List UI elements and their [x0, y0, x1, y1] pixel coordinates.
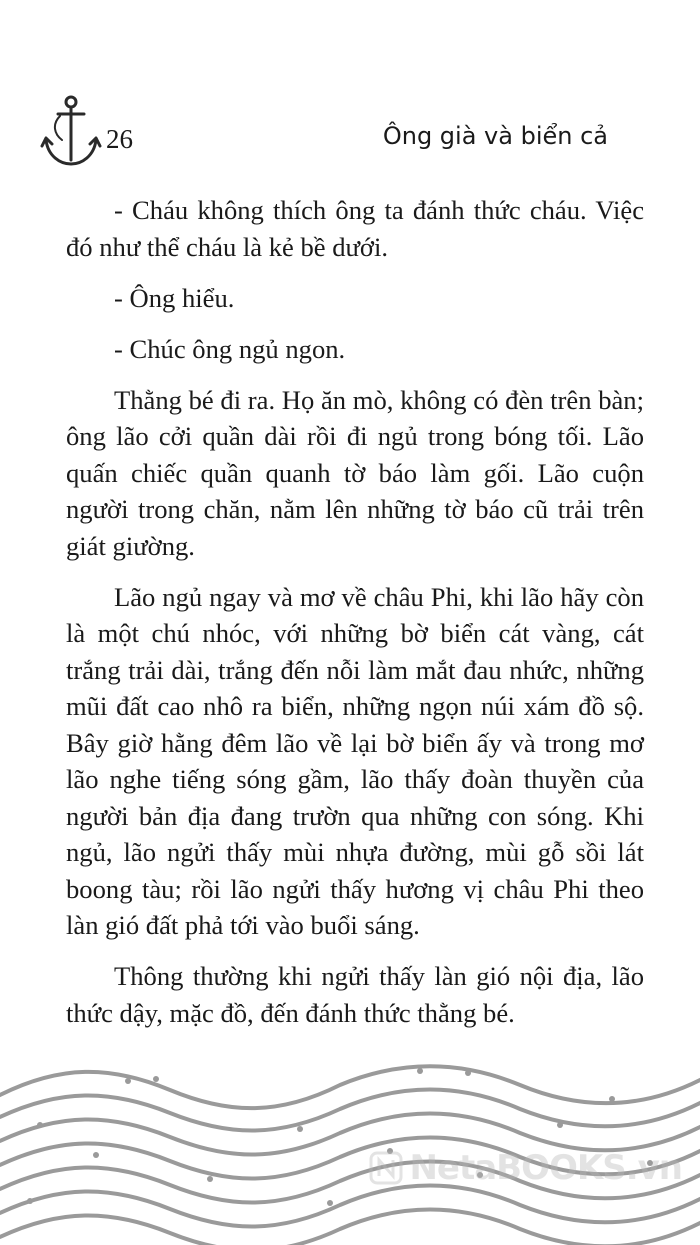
anchor-icon: [40, 94, 102, 170]
page-number: 26: [106, 124, 133, 154]
paragraph: Lão ngủ ngay và mơ về châu Phi, khi lão hãy còn là một chú nhóc, với những bờ biển cát vàng, cát trắng trải dài, trắng đến nỗi làm mắt đau nhức, những mũi đất cao nhô ra biển, những ngọn núi xám đồ sộ. Bây giờ hằng đêm lão về lại bờ biển ấy và trong mơ lão nghe tiếng sóng gầm, lão thấy đoàn thuyền của người bản địa đang trườn qua những con sóng. Khi ngủ, lão ngửi thấy mùi nhựa đường, mùi gỗ sồi lát boong tàu; rồi lão ngửi thấy hương vị châu Phi theo làn gió đất phả tới vào buổi sáng.: [66, 581, 644, 940]
watermark-text: NetaBOOKS.vn: [409, 1148, 682, 1188]
page-header: [0, 0, 700, 190]
watermark-logo-icon: [369, 1151, 403, 1185]
paragraph: - Chúc ông ngủ ngon.: [114, 333, 346, 364]
paragraph: Thông thường khi ngửi thấy làn gió nội địa, lão thức dậy, mặc đồ, đến đánh thức thằng bé.: [66, 961, 644, 1028]
watermark: [369, 1148, 682, 1188]
book-text: [66, 192, 644, 1031]
paragraph: Thằng bé đi ra. Họ ăn mò, không có đèn trên bàn; ông lão cởi quần dài rồi đi ngủ trong bóng tối. Lão quấn chiếc quần quanh tờ báo làm gối. Lão cuộn người trong chăn, nằm lên những tờ báo cũ trải trên giát giường.: [66, 384, 644, 561]
running-title: Ông già và biển cả: [382, 122, 608, 150]
paragraph: - Cháu không thích ông ta đánh thức cháu. Việc đó như thể cháu là kẻ bề dưới.: [66, 195, 644, 262]
paragraph: - Ông hiểu.: [114, 282, 235, 313]
